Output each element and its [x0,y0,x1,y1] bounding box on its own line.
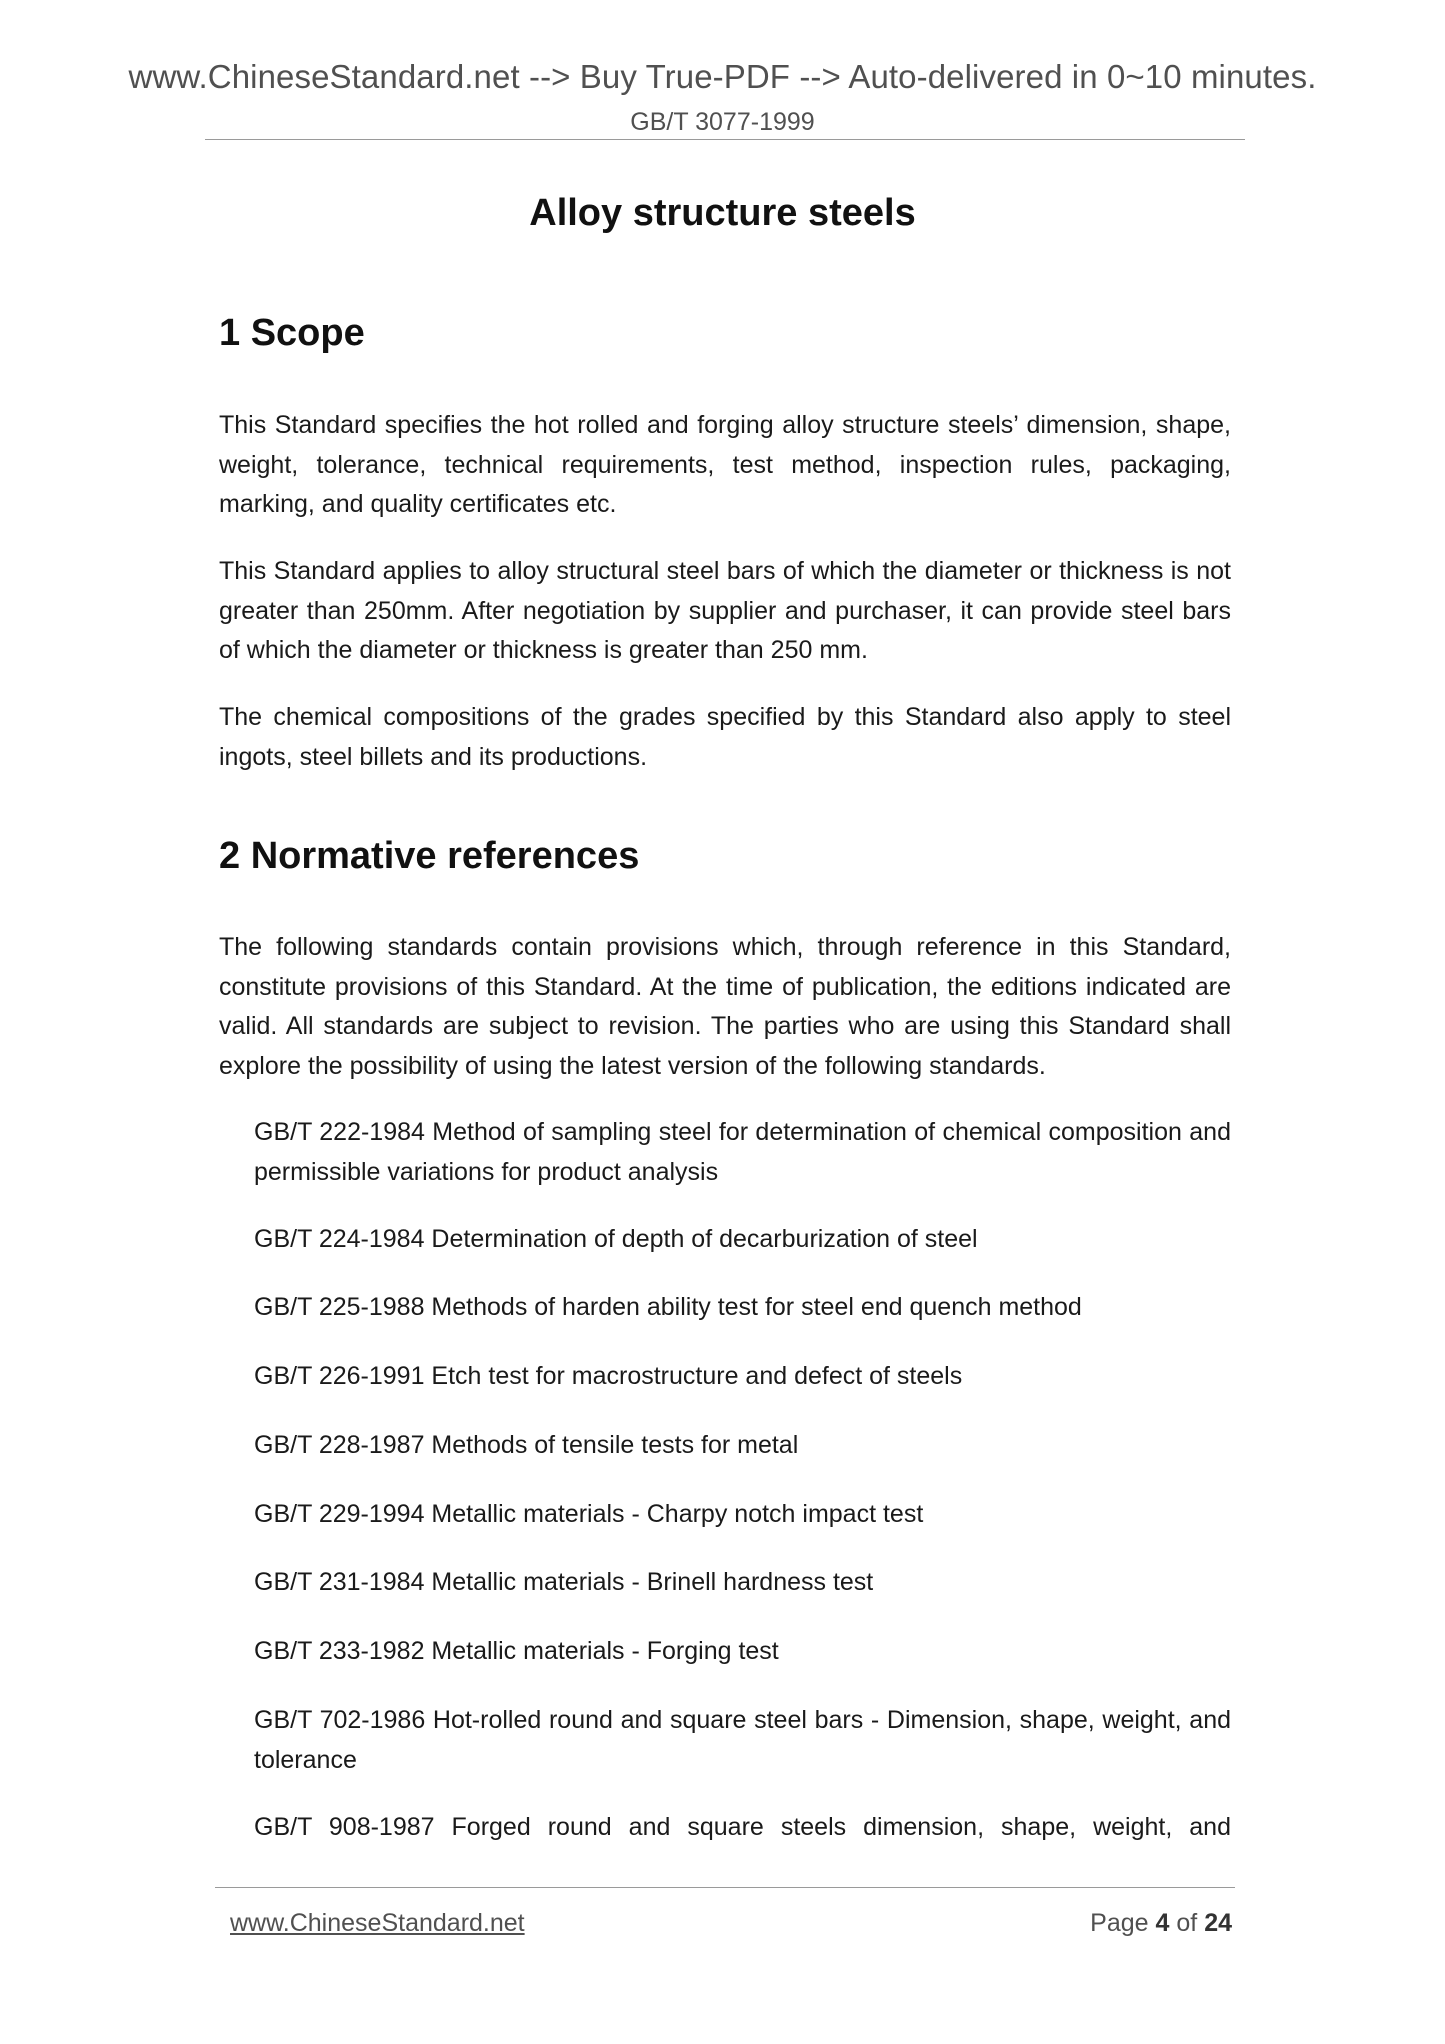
header-divider [205,139,1245,140]
page-label: Page [1090,1909,1149,1937]
scope-paragraph: This Standard applies to alloy structural steel bars of which the diameter or thickness is not greater than 250mm. After negotiation by supplier and purchaser, it can provide steel bars of which the diameter or thickness is greater than 250 mm. [219,557,1231,664]
section-heading-normative-references: 2 Normative references [219,835,640,877]
scope-paragraph: This Standard specifies the hot rolled and forging alloy structure steels’ dimension, shape, weight, tolerance, technical requirements, test method, inspection rules, packaging, marking, and quality certificates etc. [219,411,1231,518]
header-banner[interactable]: www.ChineseStandard.net --> Buy True-PDF --> Auto-delivered in 0~10 minutes. [128,58,1317,95]
reference-item: GB/T 702-1986 Hot-rolled round and square steel bars - Dimension, shape, weight, and tolerance [254,1706,1231,1774]
page-total: 24 [1204,1909,1232,1937]
reference-item: GB/T 222-1984 Method of sampling steel for determination of chemical composition and permissible variations for product analysis [254,1118,1231,1186]
reference-item: GB/T 226-1991 Etch test for macrostructure and defect of steels [254,1362,963,1390]
page-current: 4 [1155,1909,1170,1937]
section-heading-scope: 1 Scope [219,312,365,354]
references-intro-paragraph: The following standards contain provisions which, through reference in this Standard, constitute provisions of this Standard. At the time of publication, the editions indicated are valid. All standards are subject to revision. The parties who are using this Standard shall explore the possibility of using the latest version of the following standards. [219,933,1231,1080]
footer-website-link[interactable]: www.ChineseStandard.net [230,1909,525,1937]
reference-item: GB/T 228-1987 Methods of tensile tests for metal [254,1431,799,1459]
reference-item: GB/T 233-1982 Metallic materials - Forging test [254,1637,779,1665]
reference-item: GB/T 908-1987 Forged round and square steels dimension, shape, weight, and [254,1813,1231,1841]
header-standard-id: GB/T 3077-1999 [630,108,815,136]
page-indicator [1090,1909,1232,1938]
scope-paragraph: The chemical compositions of the grades specified by this Standard also apply to steel ingots, steel billets and its productions. [219,703,1231,771]
reference-item: GB/T 229-1994 Metallic materials - Charpy notch impact test [254,1500,924,1528]
footer-divider [215,1887,1235,1888]
page-of-label: of [1176,1909,1198,1937]
reference-item: GB/T 225-1988 Methods of harden ability test for steel end quench method [254,1293,1082,1321]
reference-item: GB/T 224-1984 Determination of depth of decarburization of steel [254,1225,978,1253]
reference-item: GB/T 231-1984 Metallic materials - Brinell hardness test [254,1568,874,1596]
document-title: Alloy structure steels [529,192,916,234]
